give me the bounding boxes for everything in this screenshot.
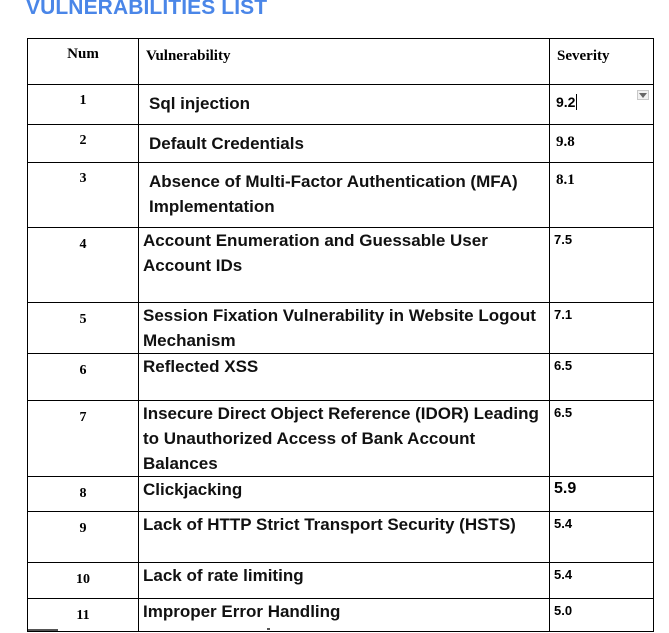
table-header-row bbox=[28, 39, 654, 85]
table-row bbox=[28, 163, 654, 228]
row-severity[interactable]: 5.9 bbox=[550, 477, 654, 512]
table-row bbox=[28, 477, 654, 512]
row-num: 7 bbox=[28, 401, 139, 477]
row-severity[interactable]: 7.1 bbox=[550, 303, 654, 354]
table-row bbox=[28, 85, 654, 125]
row-vulnerability[interactable]: Sql injection bbox=[139, 85, 550, 125]
header-vulnerability: Vulnerability bbox=[139, 39, 550, 85]
row-vulnerability[interactable]: Reflected XSS bbox=[139, 354, 550, 401]
row-vulnerability[interactable]: Insecure Direct Object Reference (IDOR) Leading to Unauthorized Access of Bank Account Balances bbox=[139, 401, 550, 477]
header-num: Num bbox=[28, 39, 139, 85]
table-row bbox=[28, 512, 654, 563]
row-vulnerability[interactable]: Lack of rate limiting bbox=[139, 563, 550, 599]
vulnerabilities-table bbox=[27, 38, 654, 632]
row-severity[interactable]: 5.4 bbox=[550, 512, 654, 563]
row-vulnerability[interactable]: Account Enumeration and Guessable User Account IDs bbox=[139, 228, 550, 303]
row-severity[interactable]: 9.8 bbox=[550, 125, 654, 163]
row-vulnerability[interactable]: Clickjacking bbox=[139, 477, 550, 512]
table-row bbox=[28, 563, 654, 599]
row-vulnerability[interactable]: Lack of HTTP Strict Transport Security (HSTS) bbox=[139, 512, 550, 563]
text-cursor bbox=[576, 94, 577, 110]
document-title: VULNERABILITIES LIST bbox=[26, 0, 268, 19]
table-row bbox=[28, 125, 654, 163]
row-num: 6 bbox=[28, 354, 139, 401]
row-vulnerability[interactable]: Absence of Multi-Factor Authentication (MFA) Implementation bbox=[139, 163, 550, 228]
row-severity[interactable]: 9.2 bbox=[556, 94, 576, 110]
row-num: 5 bbox=[28, 303, 139, 354]
row-num: 2 bbox=[28, 125, 139, 163]
row-severity[interactable]: 5.4 bbox=[550, 563, 654, 599]
row-num: 4 bbox=[28, 228, 139, 303]
header-severity: Severity bbox=[550, 39, 654, 85]
row-severity[interactable]: 7.5 bbox=[550, 228, 654, 303]
chevron-down-icon[interactable] bbox=[637, 90, 649, 100]
table-row bbox=[28, 303, 654, 354]
table-row bbox=[28, 354, 654, 401]
row-num: 9 bbox=[28, 512, 139, 563]
row-num: 3 bbox=[28, 163, 139, 228]
row-num: 11 bbox=[28, 599, 139, 632]
severity-dropdown-cell[interactable] bbox=[550, 85, 654, 125]
row-severity[interactable]: 6.5 bbox=[550, 401, 654, 477]
row-num: 8 bbox=[28, 477, 139, 512]
divider bbox=[28, 629, 58, 631]
row-vulnerability[interactable]: Default Credentials bbox=[139, 125, 550, 163]
row-vulnerability[interactable]: Improper Error Handling bbox=[139, 599, 550, 632]
row-num: 1 bbox=[28, 85, 139, 125]
table-row bbox=[28, 599, 654, 632]
row-vulnerability[interactable]: Session Fixation Vulnerability in Website Logout Mechanism bbox=[139, 303, 550, 354]
divider-mark bbox=[267, 628, 270, 630]
row-num: 10 bbox=[28, 563, 139, 599]
row-severity[interactable]: 8.1 bbox=[550, 163, 654, 228]
row-severity[interactable]: 6.5 bbox=[550, 354, 654, 401]
table-row bbox=[28, 228, 654, 303]
row-severity[interactable]: 5.0 bbox=[550, 599, 654, 632]
table-row bbox=[28, 401, 654, 477]
